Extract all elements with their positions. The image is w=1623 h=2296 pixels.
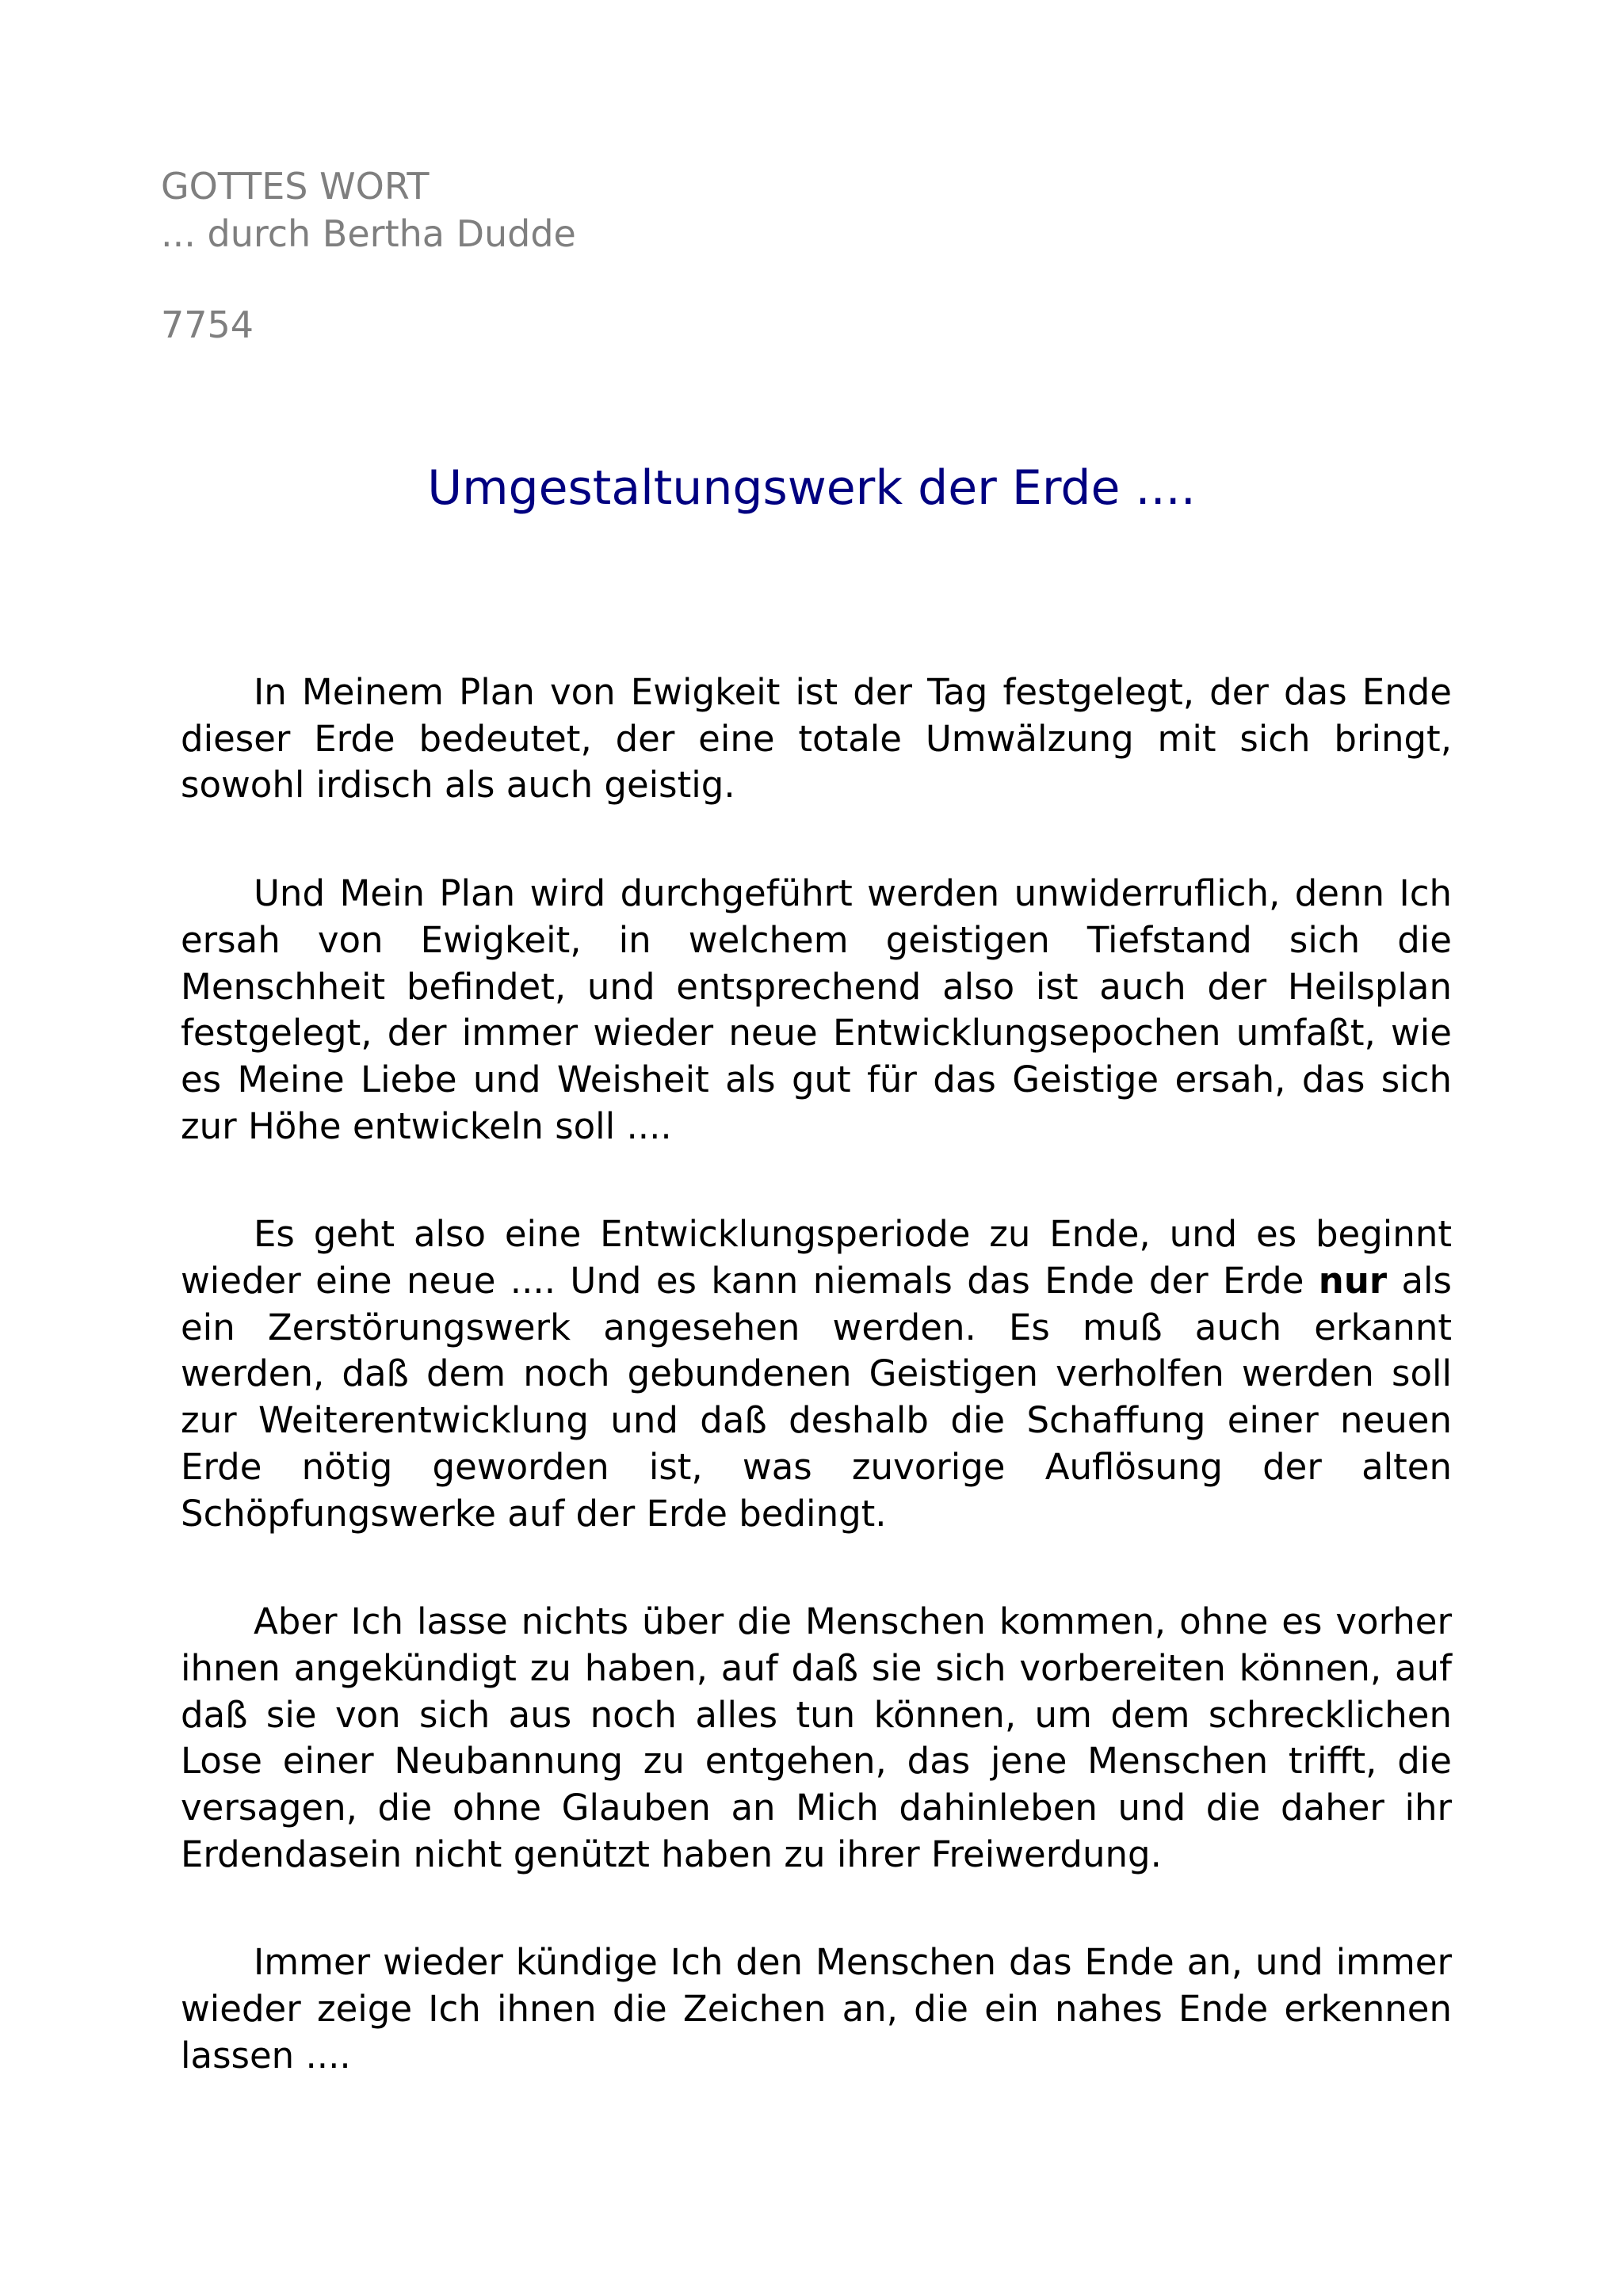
paragraph-3-part-1: Es geht also eine Entwicklungsperiode zu Ende, und es beginnt wieder eine neue .... Und es kann niemals das Ende der Erde [181,1213,1452,1302]
document-number: 7754 [161,303,254,346]
document-header [161,162,576,257]
series-title: GOTTES WORT [161,165,430,208]
document-body [181,669,1452,2080]
paragraph-5: Immer wieder kündige Ich den Menschen das Ende an, und immer wieder zeige Ich ihnen die Zeichen an, die ein nahes Ende erkennen lassen .... [181,1941,1452,2077]
emphasis-nur: nur [1318,1260,1388,1302]
paragraph-3 [181,1211,1452,1537]
paragraph-4: Aber Ich lasse nichts über die Menschen kommen, ohne es vorher ihnen angekündigt zu haben, auf daß sie sich vorbereiten können, auf daß sie von sich aus noch alles tun können, um dem schrecklichen Lose einer Neubannung zu entgehen, das jene Menschen trifft, die versagen, die ohne Glauben an Mich dahinleben und die daher ihr Erdendasein nicht genützt haben zu ihrer Freiwerdung. [181,1600,1452,1875]
paragraph-2: Und Mein Plan wird durchgeführt werden unwiderruflich, denn Ich ersah von Ewigkeit, in welchem geistigen Tiefstand sich die Menschheit befindet, und entsprechend also ist auch der Heilsplan festgelegt, der immer wieder neue Entwicklungsepochen umfaßt, wie es Meine Liebe und Weisheit als gut für das Geistige ersah, das sich zur Höhe entwickeln soll .... [181,872,1452,1147]
page-title: Umgestaltungswerk der Erde .... [427,460,1196,516]
author-line: ... durch Bertha Dudde [161,212,576,255]
paragraph-1: In Meinem Plan von Ewigkeit ist der Tag festgelegt, der das Ende dieser Erde bedeutet, der eine totale Umwälzung mit sich bringt, sowohl irdisch als auch geistig. [181,671,1452,807]
paragraph-3-part-2: als ein Zerstörungswerk angesehen werden. Es muß auch erkannt werden, daß dem noch gebundenen Geistigen verholfen werden soll zur Weiterentwicklung und daß deshalb die Schaffung einer neuen Erde nötig geworden ist, was zuvorige Auflösung der alten Schöpfungswerke auf der Erde bedingt. [181,1260,1453,1535]
